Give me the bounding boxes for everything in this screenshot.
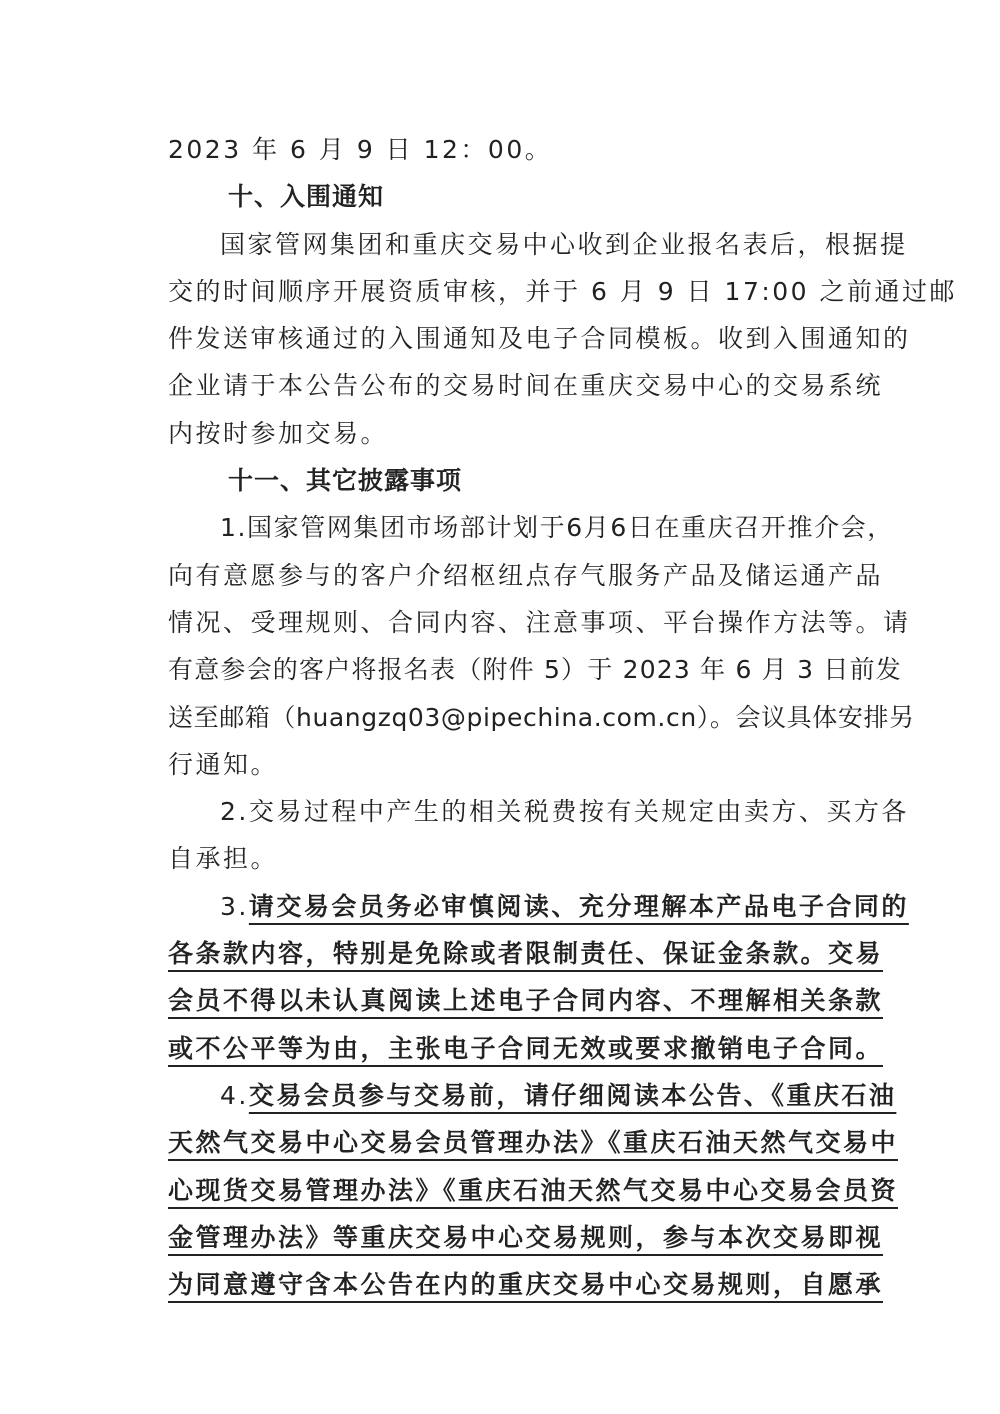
text-line: 内按时参加交易。 xyxy=(168,418,389,448)
text-line: 情况、受理规则、合同内容、注意事项、平台操作方法等。请 xyxy=(168,607,911,637)
text-line xyxy=(168,930,882,977)
text-line xyxy=(168,1214,882,1261)
underlined-text: 金管理办法》等重庆交易中心交易规则，参与本次交易即视 xyxy=(168,1222,884,1252)
text-line: 有意参会的客户将报名表（附件 5）于 2023 年 6 月 3 日前发 xyxy=(168,655,902,685)
text-line xyxy=(168,1261,882,1308)
text-line xyxy=(168,977,882,1024)
underlined-text: 为同意遵守含本公告在内的重庆交易中心交易规则，自愿承 xyxy=(168,1270,884,1300)
text-line: 行通知。 xyxy=(168,749,279,779)
text-line: 2.交易过程中产生的相关税费按有关规定由卖方、买方各 xyxy=(220,797,909,827)
text-line: 2023 年 6 月 9 日 12：00。 xyxy=(168,135,553,164)
text-line: 送至邮箱（huangzq03@pipechina.com.cn）。会议具体安排另 xyxy=(168,702,915,732)
text-line xyxy=(168,1072,897,1119)
underlined-text: 会员不得以未认真阅读上述电子合同内容、不理解相关条款 xyxy=(168,986,884,1016)
underlined-text: 各条款内容，特别是免除或者限制责任、保证金条款。交易 xyxy=(168,939,884,969)
text-line: 国家管网集团和重庆交易中心收到企业报名表后，根据提 xyxy=(220,229,908,259)
text-line xyxy=(168,1119,899,1166)
underlined-text: 或不公平等为由，主张电子合同无效或要求撤销电子合同。 xyxy=(168,1033,884,1063)
text-line: 向有意愿参与的客户介绍枢纽点存气服务产品及储运通产品 xyxy=(168,560,884,590)
item-number: 3. xyxy=(220,891,249,921)
text-line xyxy=(168,883,909,930)
underlined-text: 交易会员参与交易前，请仔细阅读本公告、《重庆石油 xyxy=(248,1080,897,1110)
text-line xyxy=(168,1167,899,1214)
underlined-text: 请交易会员务必审慎阅读、充分理解本产品电子合同的 xyxy=(248,891,909,921)
item-number: 4. xyxy=(220,1080,249,1110)
text-line: 件发送审核通过的入围通知及电子合同模板。收到入围通知的 xyxy=(168,324,911,354)
section-heading-10: 十、入围通知 xyxy=(228,182,385,212)
text-line xyxy=(168,1025,882,1072)
text-line: 1.国家管网集团市场部计划于6月6日在重庆召开推介会， xyxy=(220,513,894,543)
text-line: 交的时间顺序开展资质审核，并于 6 月 9 日 17:00 之前通过邮 xyxy=(168,276,958,306)
text-line: 企业请于本公告公布的交易时间在重庆交易中心的交易系统 xyxy=(168,371,884,401)
document-body xyxy=(168,126,958,1308)
section-heading-11: 十一、其它披露事项 xyxy=(228,466,463,496)
underlined-text: 心现货交易管理办法》《重庆石油天然气交易中心交易会员资 xyxy=(168,1175,899,1205)
underlined-text: 天然气交易中心交易会员管理办法》《重庆石油天然气交易中 xyxy=(168,1128,899,1158)
text-line: 自承担。 xyxy=(168,844,279,874)
